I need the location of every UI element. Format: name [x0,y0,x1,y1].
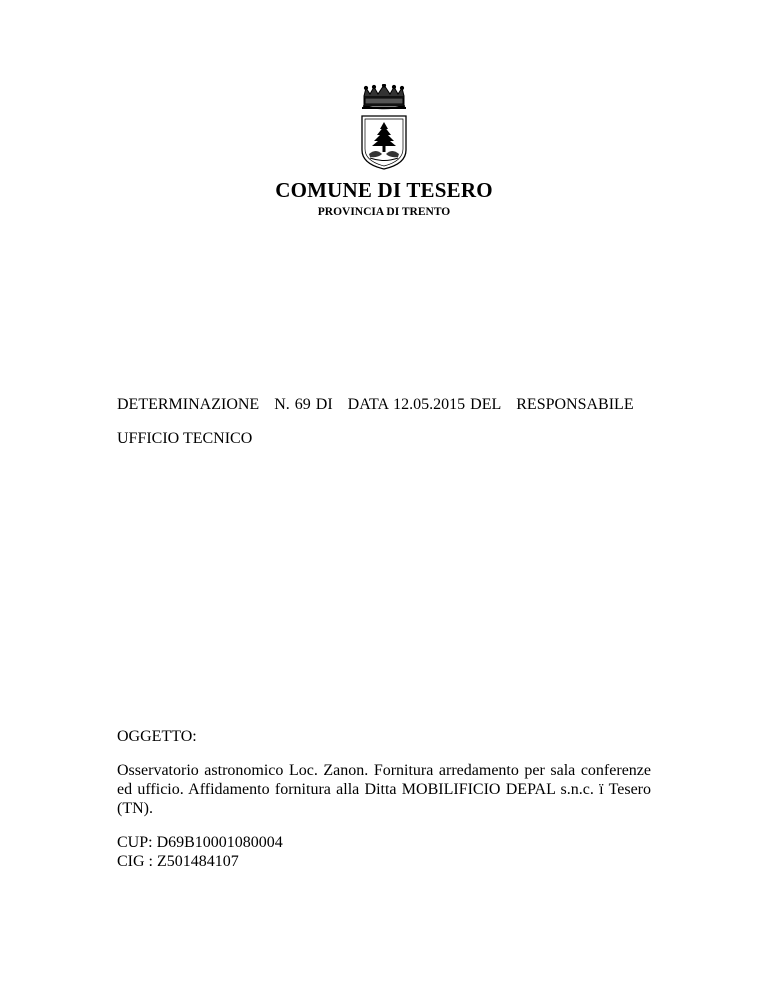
municipality-title: COMUNE DI TESERO [275,178,493,202]
subject-label: OGGETTO: [117,728,197,745]
cup-code: CUP: D69B10001080004 [117,834,283,851]
province-subtitle: PROVINCIA DI TRENTO [317,206,451,218]
municipal-coat-of-arms-icon [356,84,412,170]
office-name: UFFICIO TECNICO [117,430,253,447]
subject-text: Osservatorio astronomico Loc. Zanon. Fornitura arredamento per sala conferenze ed ufficio. Affidamento fornitura alla Ditta MOBILIFICIO DEPAL s.n.c. ï Tesero (TN). [117,762,651,817]
determination-type: DETERMINAZIONE [117,396,260,413]
determination-date: DATA 12.05.2015 DEL [347,396,502,413]
determination-line [117,396,634,414]
cig-code: CIG : Z501484107 [117,852,239,870]
determination-role: RESPONSABILE [516,396,634,413]
project-codes [117,834,283,872]
determination-number: N. 69 DI [274,396,333,413]
